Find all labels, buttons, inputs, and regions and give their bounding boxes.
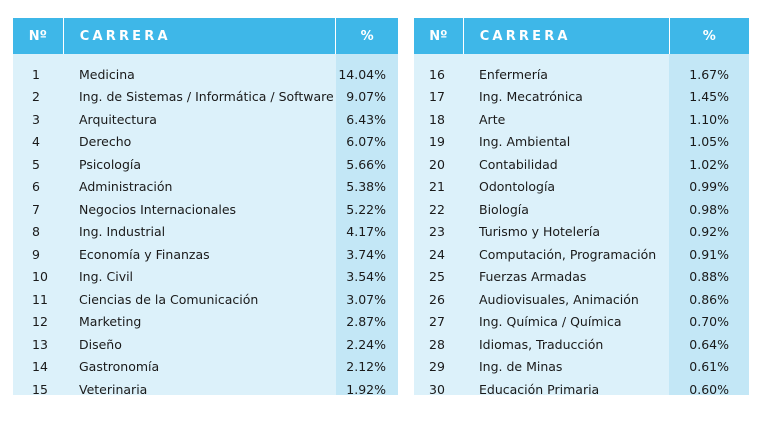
table-row — [414, 243, 749, 266]
rows-left — [13, 63, 398, 401]
percent-cell: 4.17% — [346, 224, 386, 240]
table-row — [414, 176, 749, 199]
career-cell: Ing. Civil — [79, 269, 134, 285]
rank-cell: 25 — [429, 269, 445, 285]
table-header — [414, 18, 749, 54]
header-career: CARRERA — [64, 18, 337, 54]
career-cell: Derecho — [79, 134, 132, 150]
career-cell: Ciencias de la Comunicación — [79, 291, 259, 307]
rank-cell: 17 — [429, 89, 445, 105]
table-body — [13, 54, 398, 395]
table-row — [13, 356, 398, 379]
career-cell: Arquitectura — [79, 111, 157, 127]
percent-cell: 0.91% — [689, 246, 729, 262]
table-row — [13, 176, 398, 199]
rank-cell: 16 — [429, 66, 445, 82]
percent-cell: 1.92% — [346, 381, 386, 397]
rank-cell: 2 — [32, 89, 40, 105]
percent-cell: 0.92% — [689, 224, 729, 240]
table-header — [13, 18, 398, 54]
career-cell: Contabilidad — [479, 156, 558, 172]
rows-right — [414, 63, 749, 401]
table-row — [414, 63, 749, 86]
percent-cell: 0.99% — [689, 179, 729, 195]
percent-cell: 0.60% — [689, 381, 729, 397]
table-row — [414, 311, 749, 334]
table-row — [414, 288, 749, 311]
percent-cell: 0.64% — [689, 336, 729, 352]
percent-cell: 1.02% — [689, 156, 729, 172]
table-row — [13, 266, 398, 289]
table-row — [13, 108, 398, 131]
table-left — [13, 18, 398, 395]
rank-cell: 28 — [429, 336, 445, 352]
rank-cell: 9 — [32, 246, 40, 262]
rank-cell: 19 — [429, 134, 445, 150]
percent-cell: 2.24% — [346, 336, 386, 352]
percent-cell: 2.87% — [346, 314, 386, 330]
career-cell: Fuerzas Armadas — [479, 269, 587, 285]
header-pct: % — [360, 28, 374, 44]
table-row — [13, 288, 398, 311]
rank-cell: 22 — [429, 201, 445, 217]
table-row — [13, 153, 398, 176]
percent-cell: 5.22% — [346, 201, 386, 217]
header-career: CARRERA — [464, 18, 670, 54]
table-row — [13, 86, 398, 109]
career-cell: Ing. Química / Química — [479, 314, 622, 330]
career-cell: Arte — [479, 111, 506, 127]
rank-cell: 24 — [429, 246, 445, 262]
percent-cell: 1.05% — [689, 134, 729, 150]
rank-cell: 8 — [32, 224, 40, 240]
percent-cell: 0.86% — [689, 291, 729, 307]
rank-cell: 5 — [32, 156, 40, 172]
table-row — [13, 333, 398, 356]
rank-cell: 6 — [32, 179, 40, 195]
percent-cell: 3.54% — [346, 269, 386, 285]
rank-cell: 11 — [32, 291, 48, 307]
table-row — [13, 131, 398, 154]
rank-cell: 26 — [429, 291, 445, 307]
table-body — [414, 54, 749, 395]
table-row — [414, 198, 749, 221]
career-cell: Negocios Internacionales — [79, 201, 237, 217]
career-cell: Enfermería — [479, 66, 548, 82]
table-row — [414, 153, 749, 176]
career-cell: Ing. Mecatrónica — [479, 89, 583, 105]
table-row — [414, 131, 749, 154]
table-row — [13, 378, 398, 401]
percent-cell: 3.74% — [346, 246, 386, 262]
percent-cell: 0.70% — [689, 314, 729, 330]
percent-cell: 1.10% — [689, 111, 729, 127]
rank-cell: 13 — [32, 336, 48, 352]
table-row — [414, 356, 749, 379]
percent-cell: 5.38% — [346, 179, 386, 195]
header-num: Nº — [13, 18, 64, 54]
table-row — [414, 86, 749, 109]
table-row — [13, 198, 398, 221]
table-right — [414, 18, 749, 395]
rank-cell: 30 — [429, 381, 445, 397]
career-cell: Ing. Industrial — [79, 224, 166, 240]
percent-cell: 6.07% — [346, 134, 386, 150]
rank-cell: 4 — [32, 134, 40, 150]
career-cell: Administración — [79, 179, 173, 195]
career-cell: Educación Primaria — [479, 381, 600, 397]
percent-cell: 5.66% — [346, 156, 386, 172]
table-row — [414, 378, 749, 401]
career-cell: Gastronomía — [79, 359, 160, 375]
table-row — [414, 266, 749, 289]
career-cell: Ing. de Sistemas / Informática / Software — [79, 89, 334, 105]
rank-cell: 7 — [32, 201, 40, 217]
career-cell: Medicina — [79, 66, 135, 82]
rank-cell: 20 — [429, 156, 445, 172]
rank-cell: 29 — [429, 359, 445, 375]
table-row — [13, 311, 398, 334]
rank-cell: 23 — [429, 224, 445, 240]
table-row — [414, 333, 749, 356]
percent-cell: 14.04% — [338, 66, 386, 82]
percent-cell: 9.07% — [346, 89, 386, 105]
career-cell: Psicología — [79, 156, 142, 172]
table-row — [13, 243, 398, 266]
percent-cell: 6.43% — [346, 111, 386, 127]
career-cell: Biología — [479, 201, 529, 217]
rank-cell: 12 — [32, 314, 48, 330]
percent-cell: 2.12% — [346, 359, 386, 375]
rank-cell: 27 — [429, 314, 445, 330]
header-pct: % — [702, 28, 716, 44]
rank-cell: 21 — [429, 179, 445, 195]
career-cell: Economía y Finanzas — [79, 246, 210, 262]
percent-cell: 3.07% — [346, 291, 386, 307]
career-cell: Diseño — [79, 336, 122, 352]
table-row — [414, 108, 749, 131]
table-row — [13, 63, 398, 86]
career-cell: Computación, Programación — [479, 246, 657, 262]
rank-cell: 18 — [429, 111, 445, 127]
rank-cell: 14 — [32, 359, 48, 375]
percent-cell: 1.45% — [689, 89, 729, 105]
rank-cell: 3 — [32, 111, 40, 127]
header-num: Nº — [414, 18, 464, 54]
percent-cell: 1.67% — [689, 66, 729, 82]
career-cell: Ing. de Minas — [479, 359, 563, 375]
percent-cell: 0.61% — [689, 359, 729, 375]
rank-cell: 15 — [32, 381, 48, 397]
career-cell: Veterinaria — [79, 381, 148, 397]
table-row — [414, 221, 749, 244]
percent-cell: 0.98% — [689, 201, 729, 217]
career-cell: Ing. Ambiental — [479, 134, 571, 150]
rank-cell: 10 — [32, 269, 48, 285]
rank-cell: 1 — [32, 66, 40, 82]
career-cell: Turismo y Hotelería — [479, 224, 601, 240]
career-cell: Idiomas, Traducción — [479, 336, 604, 352]
table-row — [13, 221, 398, 244]
percent-cell: 0.88% — [689, 269, 729, 285]
career-cell: Audiovisuales, Animación — [479, 291, 639, 307]
career-cell: Odontología — [479, 179, 556, 195]
career-cell: Marketing — [79, 314, 142, 330]
